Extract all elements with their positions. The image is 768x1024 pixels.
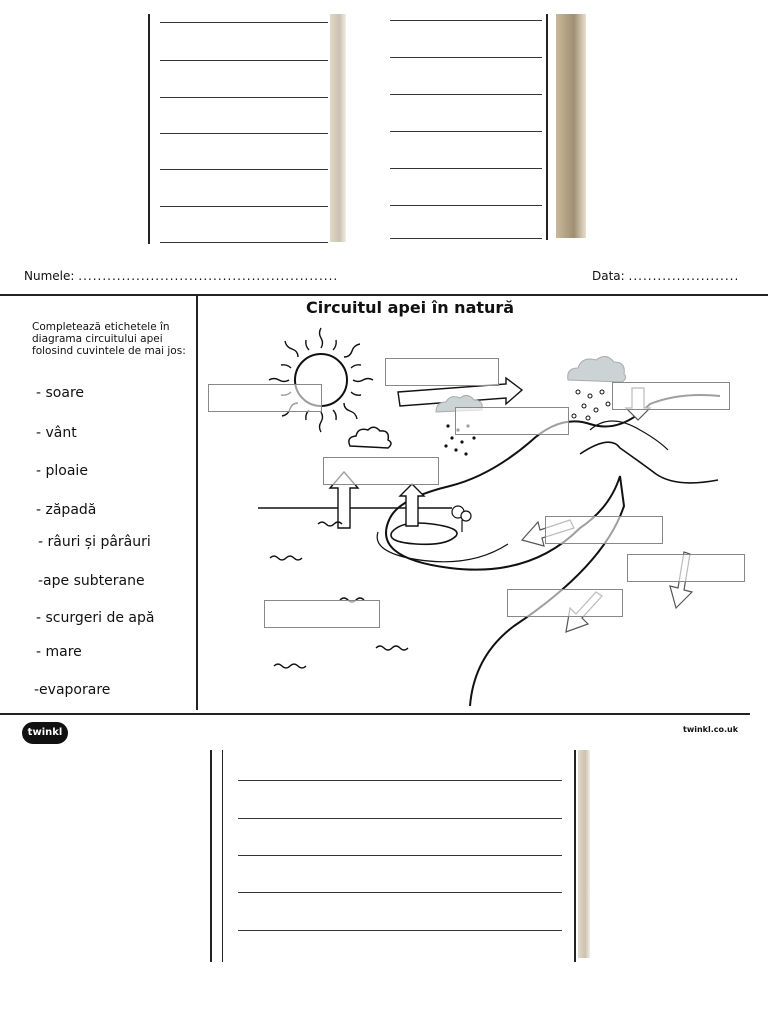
sheet-top-rule	[0, 294, 768, 296]
word-item: - zăpadă	[36, 502, 97, 518]
word-item: - ploaie	[36, 463, 88, 479]
page-title: Circuitul apei în natură	[306, 298, 515, 317]
word-item: - râuri și pârâuri	[38, 534, 151, 550]
note-card-top-right	[384, 14, 556, 240]
card-shadow	[330, 14, 346, 242]
note-card-bottom	[210, 750, 582, 962]
word-item: - scurgeri de apă	[36, 610, 155, 626]
card-shadow	[556, 14, 586, 238]
arrow-icon	[400, 484, 424, 526]
site-url: twinkl.co.uk	[683, 725, 739, 734]
note-card-top-left	[148, 14, 332, 244]
wave-icon	[270, 522, 408, 668]
date-label: Data:	[592, 269, 625, 283]
name-label: Numele:	[24, 269, 75, 283]
name-dots: ......................................................	[78, 269, 339, 283]
tree-icon	[452, 506, 471, 532]
lake	[391, 523, 457, 544]
word-item: - vânt	[36, 425, 77, 441]
word-item: -evaporare	[34, 682, 111, 698]
twinkl-logo: twinkl	[22, 722, 68, 744]
date-field[interactable]	[592, 269, 739, 283]
card-shadow	[578, 750, 590, 958]
date-dots: .......................	[628, 269, 740, 283]
label-blank[interactable]	[385, 358, 499, 386]
name-field[interactable]	[24, 269, 338, 283]
label-blank[interactable]	[208, 384, 322, 412]
word-item: - soare	[36, 385, 85, 401]
label-blank[interactable]	[264, 600, 380, 628]
label-blank[interactable]	[507, 589, 623, 617]
label-blank[interactable]	[545, 516, 663, 544]
label-blank[interactable]	[612, 382, 730, 410]
cloud-icon	[349, 427, 391, 448]
instructions: Completează etichetele în diagrama circuitului apei folosind cuvintele de mai jos:	[32, 321, 186, 357]
sheet-bottom-rule	[0, 713, 750, 715]
mountain-icon	[377, 395, 720, 706]
label-blank[interactable]	[323, 457, 439, 485]
word-item: - mare	[36, 644, 82, 660]
label-blank[interactable]	[455, 407, 569, 435]
label-blank[interactable]	[627, 554, 745, 582]
sun-icon	[269, 328, 373, 432]
word-item: -ape subterane	[38, 573, 145, 589]
